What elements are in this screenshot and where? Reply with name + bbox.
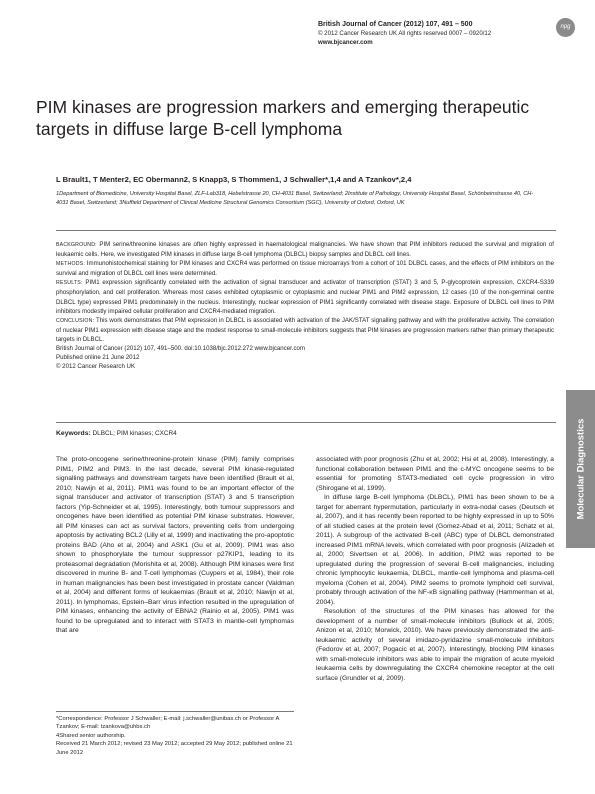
abstract-citation: British Journal of Cancer (2012) 107, 491–500. doi:10.1038/bjc.2012.272 www.bjcancer.com: [56, 345, 305, 353]
affiliations: 1Department of Biomedicine, University Hospital Basel, ZLF-Lab318, Hebelstrasse 20, CH-4031 Basel, Switzerland; 2Institute of Pathology, University Hospital Basel, Schönbeinstrasse 40, CH-4031 Basel, Switzerland; 3Nuffield Department of Clinical Medicine Structural Genomics Consortium (SGC), University of Oxford, Oxford, UK: [56, 191, 534, 206]
results-text: PIM1 expression significantly correlated with the activation of signal transducer and activator of transcription (STAT) 3 and 5, P-glycoprotein expression, CXCR4-S339 phosphorylation, and cell proliferation. Whereas most cases exhibited cytoplasmic or cytoplasmic and nuclear PIM1 and PIM2 expression, 12 cases (10 of the non-germinal centre DLBCL type) expressed PIM1 predominately in the nucleus. Interestingly, nuclear expression of PIM1 significantly correlated with disease stage. Exposure of DLBCL cell lines to PIM inhibitors modestly impaired cellular proliferation and CXCR4-mediated migration.: [56, 279, 554, 315]
abstract-bottom-rule: [56, 422, 556, 423]
article-title: PIM kinases are progression markers and emerging therapeutic targets in diffuse large B-cell lymphoma: [36, 97, 530, 139]
copyright-line: © 2012 Cancer Research UK All rights reserved 0007 – 0920/12: [318, 30, 492, 37]
body-column-right: [316, 455, 554, 683]
background-text: PIM serine/threonine kinases are often highly expressed in haematological malignancies. We have shown that PIM inhibitors reduced the survival and migration of leukaemic cells. Here, we investigated PIM kinases in diffuse large B-cell lymphoma (DLBCL) biopsy samples and DLBCL cell lines.: [56, 241, 554, 259]
results-label: RESULTS:: [56, 280, 83, 287]
body-column-left: [56, 455, 294, 636]
keywords-text: DLBCL; PIM kinases; CXCR4: [92, 430, 177, 437]
abstract-results: [56, 278, 554, 315]
npg-logo: npg: [556, 18, 575, 37]
section-sidebar-tab: [566, 390, 595, 548]
journal-header: [318, 20, 508, 47]
journal-citation-line: British Journal of Cancer (2012) 107, 491 – 500: [318, 21, 473, 28]
abstract-conclusion: [56, 316, 554, 344]
conclusion-label: CONCLUSION:: [56, 317, 95, 324]
shared-authorship-note: 4Shared senior authorship.: [56, 732, 126, 739]
correspondence-note: *Correspondence: Professor J Schwaller; E-mail: j.schwaller@unibas.ch or Professor A Tzankov; E-mail: tzankova@uhbs.ch: [56, 716, 280, 731]
body-paragraph: The proto-oncogene serine/threonine-protein kinase (PIM) family comprises PIM1, PIM2 and PIM3. In the last decade, several PIM kinase-regulated signalling pathways and downstream targets have been identified (Brault et al, 2010; Nawijn et al, 2011). PIM1 was found to be an important effector of the signal transducer and activator of transcription (STAT) 3 and 5 transcription factors (Yip-Schneider et al, 1995). Interestingly, both tumour suppressors and oncogenes have been identified as potential PIM kinase substrates. However, all PIM kinases can act as survival factors, preventing cells from undergoing apoptosis by activating BCL2 (Lilly et al, 1999) and inactivating the pro-apoptotic proteins BAD (Aho et al, 2004) and ASK1 (Gu et al, 2009). PIM1 was also shown to phosphorylate the tumour suppressor p27KIP1, leading to its proteasomal degradation (Morishita et al, 2008). Although PIM kinases were first discovered in murine B- and T-cell lymphomas (Cuypers et al, 1984), their role in human malignancies has been best investigated in prostate cancer (Valdman et al, 2004) and different forms of leukaemias (Brault et al, 2010; Nawijn et al, 2011). In lymphomas, Epstein–Barr virus infection resulted in the upregulation of PIM kinases, enhancing the activity of EBNA2 (Rainio et al, 2005). PIM1 was found to be upregulated and to interact with STAT3 in mantle-cell lymphomas that are: [56, 456, 294, 634]
received-dates: Received 21 March 2012; revised 23 May 2012; accepted 29 May 2012; published online 21 June 2012: [56, 741, 293, 756]
keywords-label: Keywords:: [56, 430, 91, 437]
abstract: [56, 240, 554, 371]
body-paragraph: associated with poor prognosis (Zhu et al, 2002; Hsi et al, 2008). Interestingly, a functional collaboration between PIM1 and the c-MYC oncogene seems to be essential for promoting STAT3-mediated cell cycle progression in vitro (Shirogane et al, 1999).: [316, 456, 554, 492]
footnote-rule: [56, 711, 294, 712]
abstract-top-rule: [56, 230, 556, 231]
journal-url[interactable]: www.bjcancer.com: [318, 39, 373, 46]
keywords: [56, 430, 177, 437]
published-date: Published online 21 June 2012: [56, 354, 140, 362]
methods-label: METHODS:: [56, 261, 85, 268]
author-list: L Brault1, T Menter2, EC Obermann2, S Knapp3, S Thommen1, J Schwaller*,1,4 and A Tzankov*,2,4: [56, 175, 412, 184]
abstract-copyright: © 2012 Cancer Research UK: [56, 363, 136, 371]
section-sidebar-label: Molecular Diagnostics: [575, 418, 586, 520]
body-paragraph: In diffuse large B-cell lymphoma (DLBCL), PIM1 has been shown to be a target for aberrant hypermutation, particularly in extra-nodal cases (Deutsch et al, 2007), and it has recently been reported to be highly expressed in up to 50% of all studied cases at the protein level (Gomez-Abad et al, 2011; Schatz et al, 2011). A subgroup of the activated B-cell (ABC) type of DLBCL demonstrated increased PIM1 mRNA levels, which correlated with poor prognosis (Alizadeh et al, 2000; Sivertsen et al, 2006). In addition, PIM2 was reported to be upregulated during the progression of several B-cell malignancies, including chronic lymphocytic leukaemia, DLBCL, mantle-cell lymphoma and plasma-cell myeloma (Cohen et al, 2004). PIM2 seems to promote lymphoid cell survival, probably through activation of the NF-κB signalling pathway (Hammerman et al, 2004).: [316, 494, 554, 606]
abstract-methods: [56, 259, 554, 278]
footnotes: [56, 715, 294, 757]
abstract-background: [56, 240, 554, 259]
background-label: BACKGROUND:: [56, 242, 97, 248]
conclusion-text: This work demonstrates that PIM expression in DLBCL is associated with activation of the JAK/STAT signalling pathway and with the proliferative activity. The correlation of nuclear PIM1 expression with disease stage and the modest response to small-molecule inhibitors suggests that PIM kinases are progression markers rather than primary therapeutic targets in DLBCL.: [56, 316, 554, 343]
body-paragraph: Resolution of the structures of the PIM kinases has allowed for the development of a number of small-molecule inhibitors (Bullock et al, 2005; Anizon et al, 2010; Morwick, 2010). We have previously demonstrated the anti-leukaemic activity of several imidazo-pyridazine small-molecule inhibitors (Fedorov et al, 2007; Pogacic et al, 2007). Interestingly, blocking PIM kinases with small-molecule inhibitors was able to impair the migration of acute myeloid leukaemia cells by downregulating the CXCR4 chemokine receptor at the cell surface (Grundler et al, 2009).: [316, 608, 554, 682]
methods-text: Immunohistochemical staining for PIM kinases and CXCR4 was performed on tissue microarrays from a cohort of 101 DLBCL cases, and the effects of PIM inhibitors on the survival and migration of DLBCL cell lines were determined.: [56, 260, 554, 278]
